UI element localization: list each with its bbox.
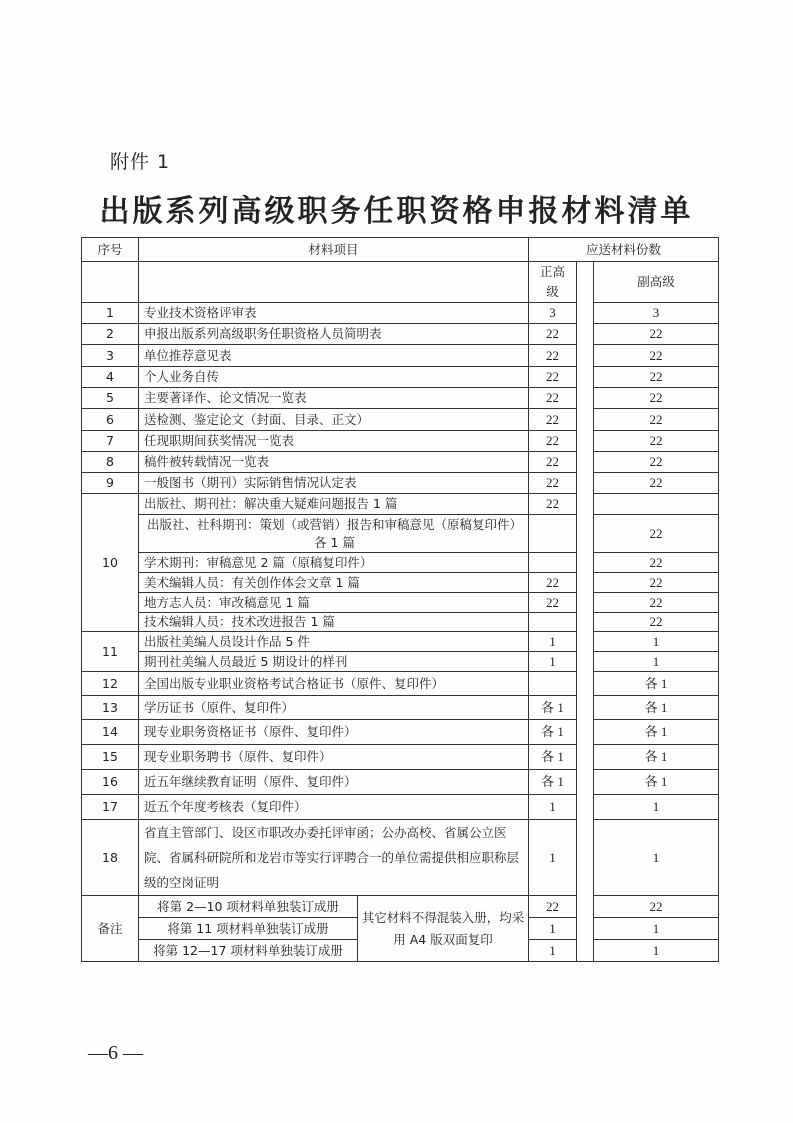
table-row	[82, 409, 719, 431]
senior-copies	[529, 515, 577, 553]
header-associate: 副高级	[594, 262, 719, 303]
associate-copies: 22	[594, 452, 719, 473]
senior-copies: 1	[529, 918, 577, 940]
header-copies: 应送材料份数	[529, 238, 719, 262]
senior-copies: 各 1	[529, 720, 577, 745]
senior-copies: 22	[529, 388, 577, 409]
senior-copies	[529, 613, 577, 632]
table-row	[82, 367, 719, 388]
header-blank	[82, 262, 139, 303]
table-row	[82, 431, 719, 452]
material-item: 个人业务自传	[139, 367, 529, 388]
senior-copies: 22	[529, 573, 577, 593]
associate-copies: 22	[594, 431, 719, 452]
row-number: 5	[82, 388, 139, 409]
associate-copies: 1	[594, 820, 719, 896]
material-item: 学术期刊：审稿意见 2 篇（原稿复印件）	[139, 553, 529, 573]
material-item: 学历证书（原件、复印件）	[139, 696, 529, 720]
senior-copies: 1	[529, 652, 577, 672]
row-number: 8	[82, 452, 139, 473]
table-row	[82, 515, 719, 553]
associate-copies: 各 1	[594, 672, 719, 696]
material-item: 任现职期间获奖情况一览表	[139, 431, 529, 452]
material-item: 全国出版专业职业资格考试合格证书（原件、复印件）	[139, 672, 529, 696]
associate-copies: 各 1	[594, 720, 719, 745]
table-row	[82, 345, 719, 367]
material-item: 现专业职务资格证书（原件、复印件）	[139, 720, 529, 745]
associate-copies: 22	[594, 613, 719, 632]
row-number: 16	[82, 770, 139, 795]
row-number: 17	[82, 795, 139, 820]
associate-copies: 各 1	[594, 770, 719, 795]
senior-copies: 22	[529, 494, 577, 515]
senior-copies: 各 1	[529, 745, 577, 770]
table-row	[82, 494, 719, 515]
material-item: 近五个年度考核表（复印件）	[139, 795, 529, 820]
table-row	[82, 632, 719, 652]
header-senior: 正高 级	[529, 262, 577, 303]
material-item: 稿件被转载情况一览表	[139, 452, 529, 473]
associate-copies: 22	[594, 388, 719, 409]
material-item: 现专业职务聘书（原件、复印件）	[139, 745, 529, 770]
table-row	[82, 324, 719, 345]
associate-copies: 22	[594, 324, 719, 345]
table-row	[82, 553, 719, 573]
row-number: 6	[82, 409, 139, 431]
associate-copies: 22	[594, 473, 719, 494]
materials-table	[81, 237, 719, 962]
senior-copies: 22	[529, 593, 577, 613]
table-row	[82, 745, 719, 770]
associate-copies: 22	[594, 573, 719, 593]
remarks-label: 备注	[82, 896, 139, 962]
senior-copies: 1	[529, 632, 577, 652]
row-number: 2	[82, 324, 139, 345]
table-row	[82, 795, 719, 820]
senior-copies: 各 1	[529, 696, 577, 720]
document-title: 出版系列高级职务任职资格申报材料清单	[99, 194, 694, 229]
material-item: 地方志人员：审改稿意见 1 篇	[139, 593, 529, 613]
material-item: 专业技术资格评审表	[139, 303, 529, 324]
row-number: 1	[82, 303, 139, 324]
table-row	[82, 820, 719, 896]
header-item: 材料项目	[139, 238, 529, 262]
material-item: 出版社、社科期刊：策划（或营销）报告和审稿意见（原稿复印件）各 1 篇	[139, 515, 529, 553]
table-row	[82, 303, 719, 324]
senior-copies: 22	[529, 896, 577, 918]
remark-item: 将第 12—17 项材料单独装订成册	[139, 940, 358, 962]
material-item: 出版社、期刊社：解决重大疑难问题报告 1 篇	[139, 494, 529, 515]
senior-copies: 1	[529, 940, 577, 962]
material-item: 省直主管部门、设区市职改办委托评审函；公办高校、省属公立医院、省属科研院所和龙岩市等实行评聘合一的单位需提供相应职称层级的空岗证明	[139, 820, 529, 896]
row-number: 3	[82, 345, 139, 367]
associate-copies: 22	[594, 345, 719, 367]
material-item: 近五年继续教育证明（原件、复印件）	[139, 770, 529, 795]
row-number: 9	[82, 473, 139, 494]
senior-copies: 1	[529, 795, 577, 820]
material-item: 单位推荐意见表	[139, 345, 529, 367]
row-number: 18	[82, 820, 139, 896]
column-gap	[577, 262, 594, 962]
senior-copies	[529, 553, 577, 573]
associate-copies: 1	[594, 795, 719, 820]
associate-copies: 1	[594, 940, 719, 962]
row-number: 11	[82, 632, 139, 672]
senior-copies: 22	[529, 367, 577, 388]
remark-item: 将第 2—10 项材料单独装订成册	[139, 896, 358, 918]
remark-item: 将第 11 项材料单独装订成册	[139, 918, 358, 940]
associate-copies: 1	[594, 652, 719, 672]
remarks-note: 其它材料不得混装入册，均采用 A4 版双面复印	[358, 896, 529, 962]
senior-copies: 22	[529, 431, 577, 452]
table-row	[82, 573, 719, 593]
page-number: —6 —	[88, 1042, 143, 1064]
table-row	[82, 672, 719, 696]
senior-copies: 22	[529, 409, 577, 431]
material-item: 送检测、鉴定论文（封面、目录、正文）	[139, 409, 529, 431]
senior-copies: 3	[529, 303, 577, 324]
senior-copies	[529, 672, 577, 696]
associate-copies: 22	[594, 896, 719, 918]
associate-copies: 22	[594, 593, 719, 613]
associate-copies: 22	[594, 553, 719, 573]
table-row	[82, 452, 719, 473]
senior-copies: 22	[529, 452, 577, 473]
associate-copies: 1	[594, 632, 719, 652]
material-item: 申报出版系列高级职务任职资格人员简明表	[139, 324, 529, 345]
associate-copies	[594, 494, 719, 515]
table-row	[82, 652, 719, 672]
material-item: 技术编辑人员：技术改进报告 1 篇	[139, 613, 529, 632]
row-number: 12	[82, 672, 139, 696]
material-item: 主要著译作、论文情况一览表	[139, 388, 529, 409]
associate-copies: 各 1	[594, 696, 719, 720]
senior-copies: 22	[529, 345, 577, 367]
table-row	[82, 593, 719, 613]
row-number: 7	[82, 431, 139, 452]
associate-copies: 3	[594, 303, 719, 324]
table-row	[82, 896, 719, 918]
senior-copies: 22	[529, 324, 577, 345]
table-row	[82, 473, 719, 494]
table-row	[82, 613, 719, 632]
table-row	[82, 388, 719, 409]
senior-copies: 22	[529, 473, 577, 494]
material-item: 美术编辑人员：有关创作体会文章 1 篇	[139, 573, 529, 593]
associate-copies: 22	[594, 367, 719, 388]
material-item: 期刊社美编人员最近 5 期设计的样刊	[139, 652, 529, 672]
table-row	[82, 720, 719, 745]
header-no: 序号	[82, 238, 139, 262]
attachment-label: 附件 1	[110, 151, 171, 173]
associate-copies: 22	[594, 409, 719, 431]
material-item: 出版社美编人员设计作品 5 件	[139, 632, 529, 652]
table-row	[82, 696, 719, 720]
header-blank	[139, 262, 529, 303]
associate-copies: 22	[594, 515, 719, 553]
material-item: 一般图书（期刊）实际销售情况认定表	[139, 473, 529, 494]
row-number: 4	[82, 367, 139, 388]
senior-copies: 各 1	[529, 770, 577, 795]
associate-copies: 1	[594, 918, 719, 940]
row-number: 14	[82, 720, 139, 745]
senior-copies: 1	[529, 820, 577, 896]
row-number: 13	[82, 696, 139, 720]
row-number: 15	[82, 745, 139, 770]
row-number: 10	[82, 494, 139, 632]
associate-copies: 各 1	[594, 745, 719, 770]
table-row	[82, 770, 719, 795]
